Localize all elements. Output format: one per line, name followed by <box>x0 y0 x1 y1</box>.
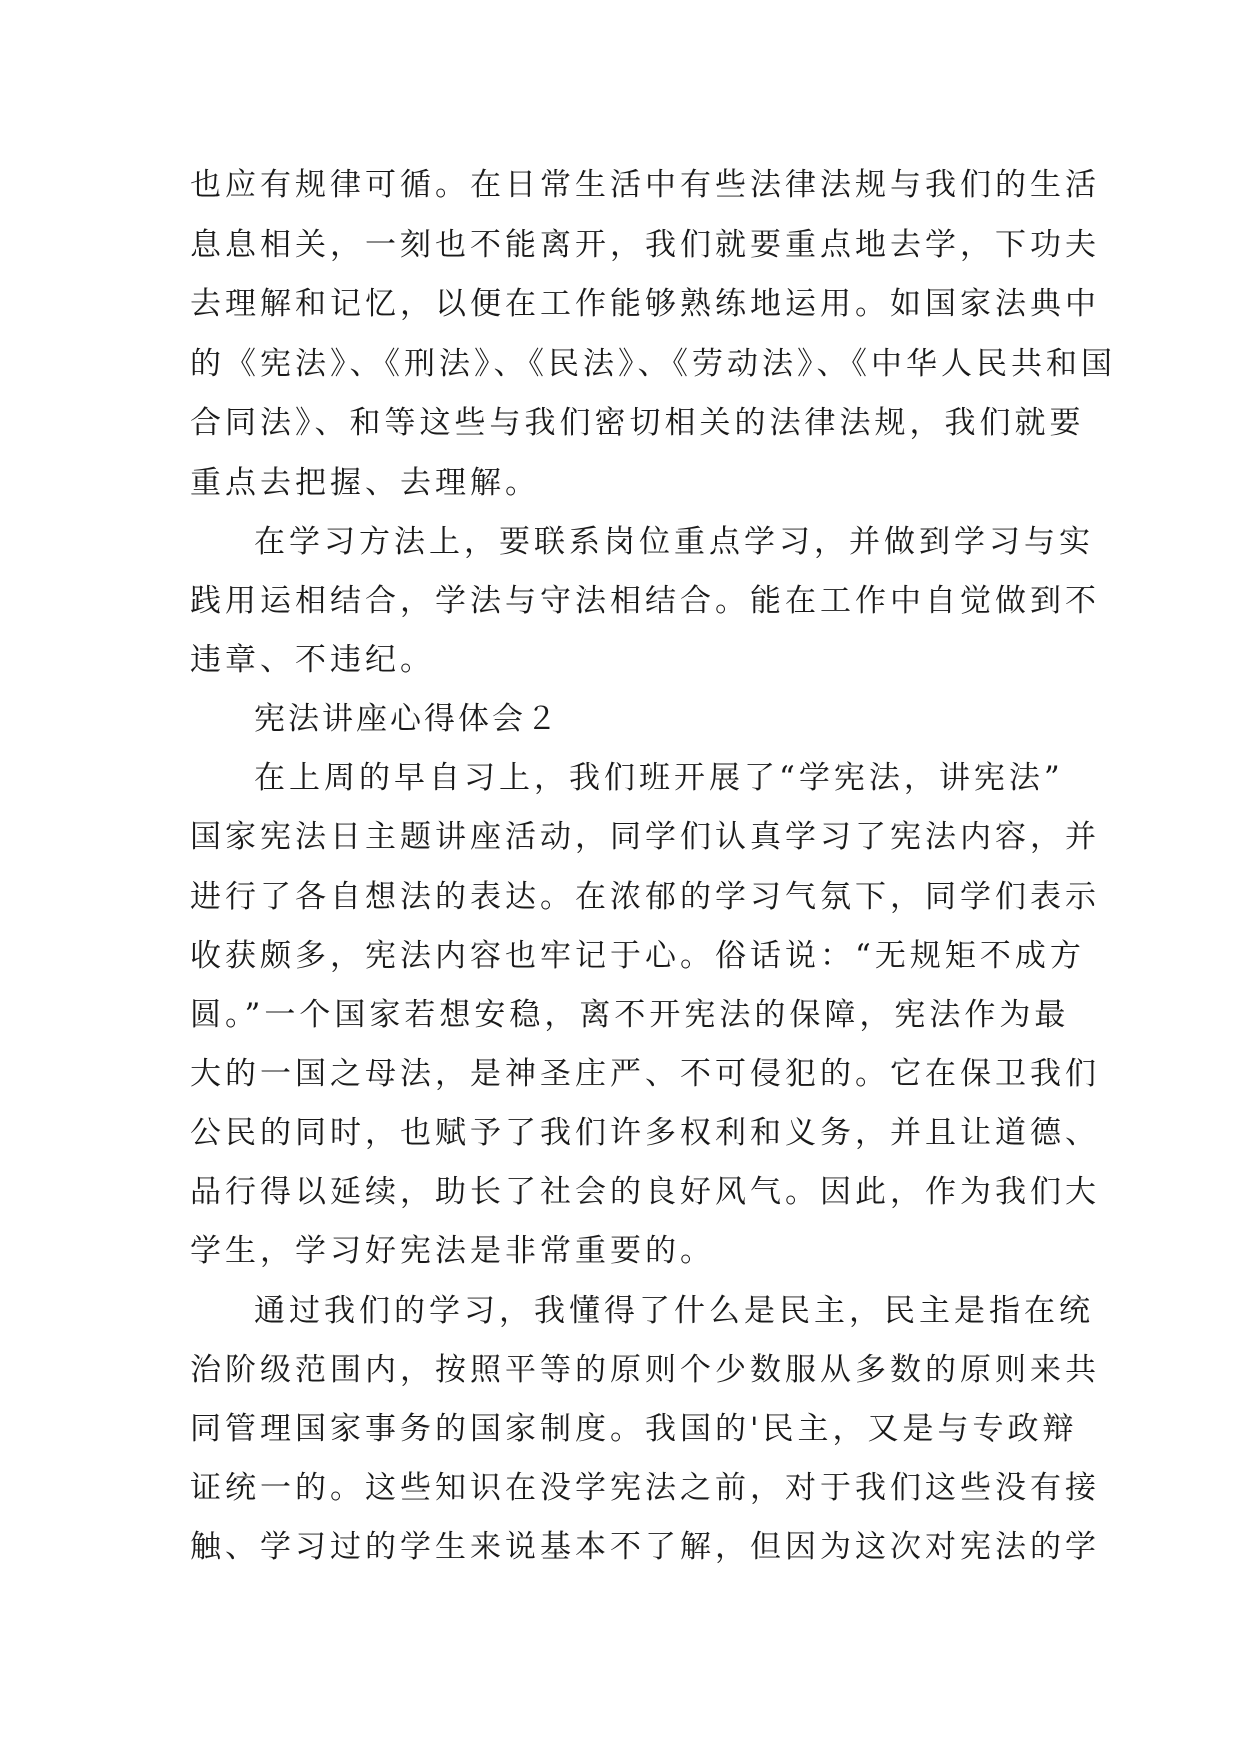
text-line: 同管理国家事务的国家制度。我国的'民主，又是与专政辩 <box>190 1411 1078 1447</box>
text-line: 息息相关，一刻也不能离开，我们就要重点地去学，下功夫 <box>190 227 1100 263</box>
text-line: 去理解和记忆，以便在工作能够熟练地运用。如国家法典中 <box>190 286 1100 322</box>
text-line: 公民的同时，也赋予了我们许多权利和义务，并且让道德、 <box>190 1115 1100 1151</box>
text-line: 的《宪法》、《刑法》、《民法》、《劳动法》、《中华人民共和国 <box>190 346 1116 382</box>
text-line: 进行了各自想法的表达。在浓郁的学习气氛下，同学们表示 <box>190 879 1100 915</box>
text-line: 合同法》、和等这些与我们密切相关的法律法规，我们就要 <box>190 405 1085 441</box>
text-line: 重点去把握、去理解。 <box>190 465 540 501</box>
text-line: 触、学习过的学生来说基本不了解，但因为这次对宪法的学 <box>190 1529 1100 1565</box>
text-line: 国家宪法日主题讲座活动，同学们认真学习了宪法内容，并 <box>190 819 1100 855</box>
text-line: 收获颇多，宪法内容也牢记于心。俗话说：“无规矩不成方 <box>190 938 1085 974</box>
text-line: 通过我们的学习，我懂得了什么是民主，民主是指在统 <box>254 1293 1094 1329</box>
text-line: 在学习方法上，要联系岗位重点学习，并做到学习与实 <box>254 524 1094 560</box>
text-line: 治阶级范围内，按照平等的原则个少数服从多数的原则来共 <box>190 1352 1100 1388</box>
section-heading: 宪法讲座心得体会２ <box>254 701 560 737</box>
text-line: 品行得以延续，助长了社会的良好风气。因此，作为我们大 <box>190 1174 1100 1210</box>
text-line: 学生，学习好宪法是非常重要的。 <box>190 1233 715 1269</box>
text-line: 大的一国之母法，是神圣庄严、不可侵犯的。它在保卫我们 <box>190 1056 1100 1092</box>
text-line: 也应有规律可循。在日常生活中有些法律法规与我们的生活 <box>190 167 1100 203</box>
text-line: 圆。”一个国家若想安稳，离不开宪法的保障，宪法作为最 <box>190 997 1070 1033</box>
text-line: 证统一的。这些知识在没学宪法之前，对于我们这些没有接 <box>190 1470 1100 1506</box>
text-line: 在上周的早自习上，我们班开展了“学宪法，讲宪法” <box>254 760 1064 796</box>
text-line: 违章、不违纪。 <box>190 642 435 678</box>
text-line: 践用运相结合，学法与守法相结合。能在工作中自觉做到不 <box>190 583 1100 619</box>
